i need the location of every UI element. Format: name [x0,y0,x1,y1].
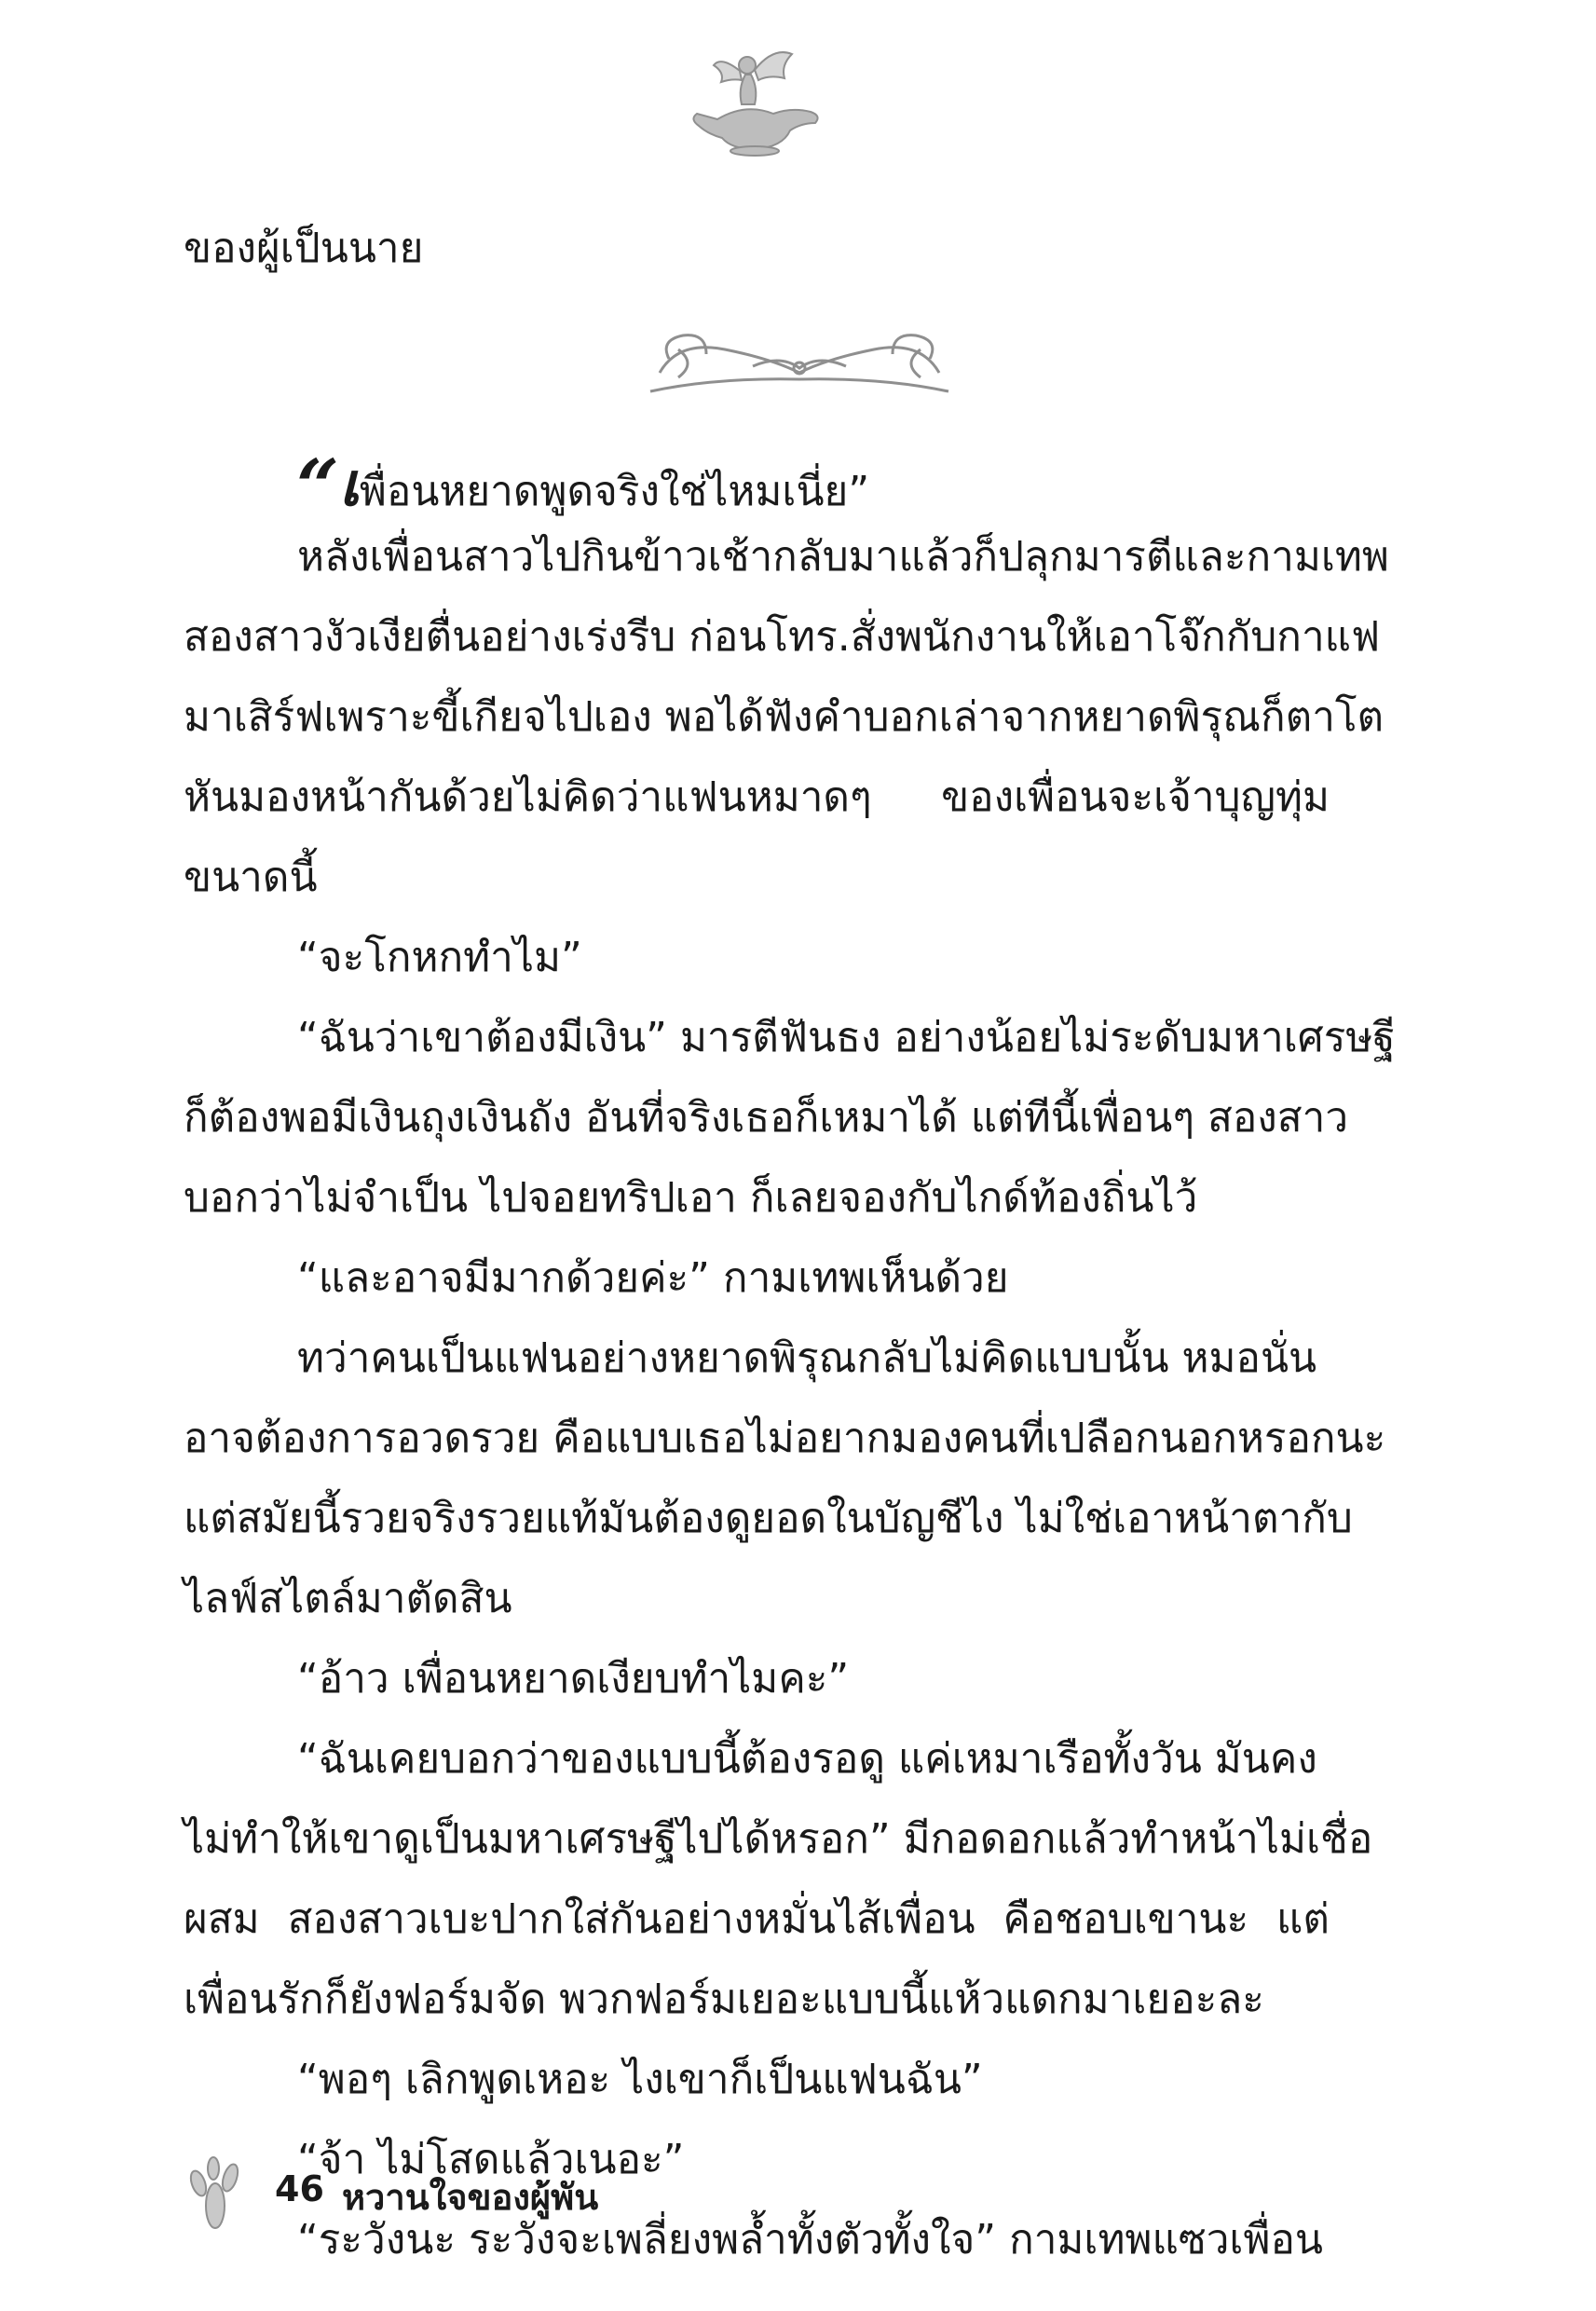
text-line: ไม่ทำให้เขาดูเป็นมหาเศรษฐีไปได้หรอก” มีกอดอกแล้วทำหน้าไม่เชื่อ [184,1815,1373,1863]
text-line: ไลฟ์สไตล์มาตัดสิน [184,1575,512,1622]
text-line: ทว่าคนเป็นแฟนอย่างหยาดพิรุณกลับไม่คิดแบบนั้น หมอนั่น [297,1334,1317,1382]
genie-lamp-cupid-icon [680,37,829,158]
drop-letter: เ [339,451,360,520]
cactus-icon [182,2148,249,2232]
text-line: แต่สมัยนี้รวยจริงรวยแท้มันต้องดูยอดในบัญชีไง ไม่ใช่เอาหน้าตากับ [184,1495,1353,1542]
text-line: หันมองหน้ากันด้วยไม่คิดว่าแฟนหมาดๆ ของเพื่อนจะเจ้าบุญทุ่ม [184,773,1330,821]
text-line: สองสาวงัวเงียตื่นอย่างเร่งรีบ ก่อนโทร.สั่งพนักงานให้เอาโจ๊กกับกาแฟ [184,613,1381,661]
text-line: ผสม สองสาวเบะปากใส่กันอย่างหมั่นไส้เพื่อน คือชอบเขานะ แต่ [184,1895,1330,1943]
text-line: “ฉันเคยบอกว่าของแบบนี้ต้องรอดู แค่เหมาเรือทั้งวัน มันคง [297,1735,1317,1783]
text-line: “อ้าว เพื่อนหยาดเงียบทำไมคะ” [297,1655,850,1702]
text-line: “พอๆ เลิกพูดเหอะ ไงเขาก็เป็นแฟนฉัน” [297,2056,983,2103]
page-footer [182,2148,834,2232]
text-line: “จะโกหกทำไม” [297,934,582,981]
text-line: มาเสิร์ฟเพราะขี้เกียจไปเอง พอได้ฟังคำบอกเล่าจากหยาดพิรุณก็ตาโต [184,693,1385,741]
text-line: หลังเพื่อนสาวไปกินข้าวเช้ากลับมาแล้วก็ปลุกมารตีและกามเทพ [297,533,1389,581]
opening-quote-mark: “ [296,443,340,530]
text-line: อาจต้องการอวดรวย คือแบบเธอไม่อยากมองคนที่เปลือกนอกหรอกนะ [184,1415,1386,1462]
text-line: ก็ต้องพอมีเงินถุงเงินถัง อันที่จริงเธอก็เหมาได้ แต่ทีนี้เพื่อนๆ สองสาว [184,1094,1349,1142]
scroll-divider-icon [641,321,958,401]
opening-text: พื่อนหยาดพูดจริงใช่ไหมเนี่ย” [359,468,870,515]
text-line: บอกว่าไม่จำเป็น ไปจอยทริปเอา ก็เลยจองกับไกด์ท้องถิ่นไว้ [184,1174,1198,1222]
book-title: หวานใจของผู้พัน [342,2177,599,2218]
text-line: เพื่อนรักก็ยังฟอร์มจัด พวกฟอร์มเยอะแบบนี้แห้วแดกมาเยอะละ [184,1976,1264,2023]
text-line: ขนาดนี้ [184,854,318,901]
text-line: “และอาจมีมากด้วยค่ะ” กามเทพเห็นด้วย [297,1254,1009,1302]
text-line: ของผู้เป็นนาย [184,225,424,272]
page-number: 46 [275,2168,324,2209]
text-line: “ระวังนะ ระวังจะเพลี่ยงพล้ำทั้งตัวทั้งใจ” กามเทพแซวเพื่อน [297,2216,1323,2263]
text-line: “จ้า ไม่โสดแล้วเนอะ” [297,2136,685,2183]
text-line: “ฉันว่าเขาต้องมีเงิน” มารตีฟันธง อย่างน้อยไม่ระดับมหาเศรษฐี [297,1014,1396,1061]
